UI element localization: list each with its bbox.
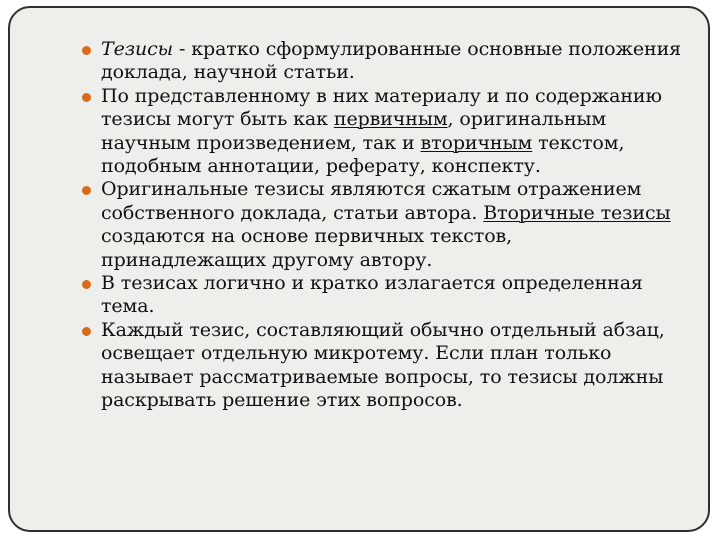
bullet-item-5 xyxy=(82,319,682,413)
bullet-list xyxy=(82,38,682,413)
bullet-icon xyxy=(82,46,91,55)
underlined-term-vtorichnye-tezisy: Вторичные тезисы xyxy=(483,201,671,224)
bullet-item-5-text: Каждый тезис, составляющий обычно отдельный абзац, освещает отдельную микротему. Если план только называет рассматриваемые вопросы, то тезисы должны раскрывать решение этих вопросов. xyxy=(101,318,665,412)
bullet-icon xyxy=(82,93,91,102)
bullet-item-3 xyxy=(82,178,682,272)
bullet-item-2-text-a: По представленному в них материалу и по содержанию тезисы могут быть как xyxy=(101,84,662,131)
bullet-item-2 xyxy=(82,85,682,179)
underlined-term-vtorichnym: вторичным xyxy=(420,131,533,154)
bullet-item-1-text: - кратко сформулированные основные положения доклада, научной статьи. xyxy=(101,38,682,84)
bullet-icon xyxy=(82,327,91,336)
bullet-item-4 xyxy=(82,272,682,319)
bullet-icon xyxy=(82,186,91,195)
term-tezisy: Тезисы xyxy=(101,38,174,60)
bullet-item-2-text-c: текстом, подобным аннотации, реферату, конспекту. xyxy=(101,131,625,178)
bullet-item-1 xyxy=(82,38,682,85)
bullet-item-3-text-b: создаются на основе первичных текстов, принадлежащих другому автору. xyxy=(101,225,513,271)
bullet-icon xyxy=(82,280,91,289)
bullet-item-3-text-a: Оригинальные тезисы являются сжатым отражением собственного доклада, статьи автора. xyxy=(101,178,642,224)
bullet-item-4-text: В тезисах логично и кратко излагается определенная тема. xyxy=(101,272,643,318)
bullet-item-2-text-b: , оригинальным научным произведением, так и xyxy=(101,108,607,154)
underlined-term-pervichnym: первичным xyxy=(333,108,448,131)
